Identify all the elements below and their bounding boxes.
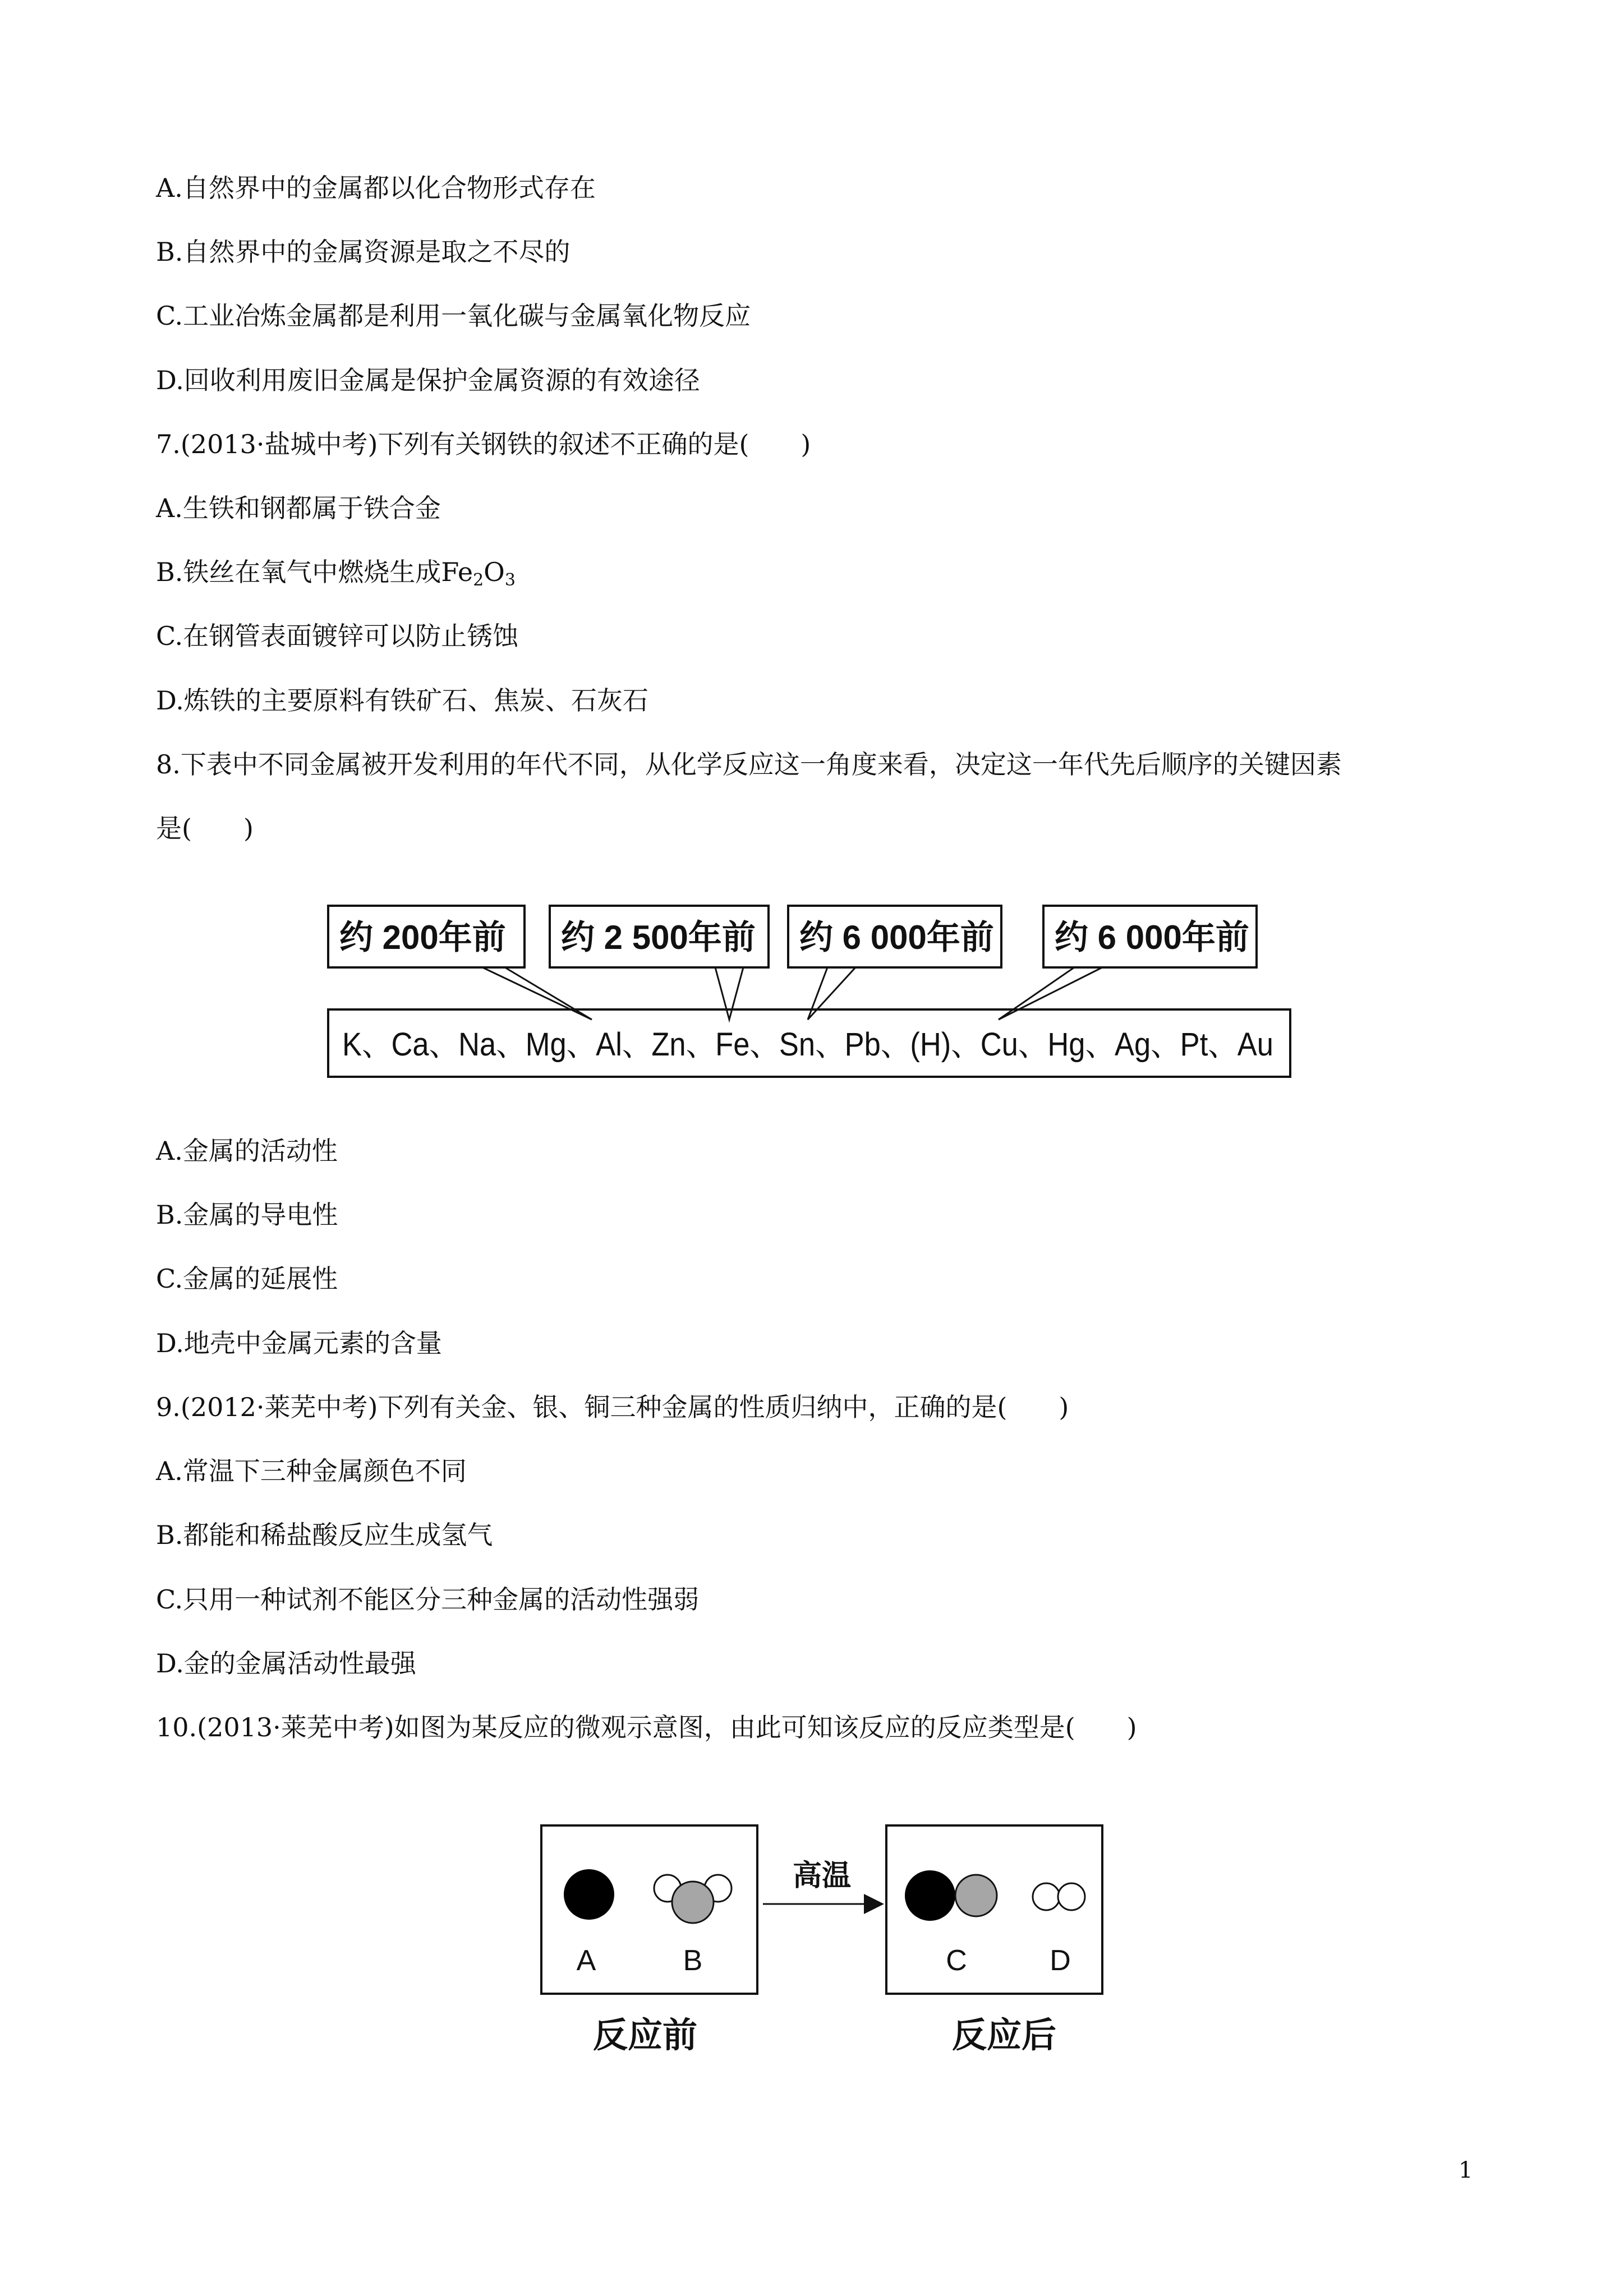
- caption-after: 反应后: [951, 2016, 1057, 2055]
- q6-option-c: C.工业冶炼金属都是利用一氧化碳与金属氧化物反应: [156, 301, 751, 331]
- q9-option-c: C.只用一种试剂不能区分三种金属的活动性强弱: [156, 1584, 700, 1615]
- q8-option-b: B.金属的导电性: [156, 1200, 338, 1230]
- q10-stem: 10.(2013·莱芜中考)如图为某反应的微观示意图，由此可知该反应的反应类型是( ): [156, 1712, 1137, 1742]
- era-label-1: 约 200年前: [339, 919, 506, 956]
- molecule-c-grey-atom: [955, 1875, 997, 1916]
- q6-option-b: B.自然界中的金属资源是取之不尽的: [156, 237, 571, 267]
- q8-option-c: C.金属的延展性: [156, 1264, 338, 1294]
- molecule-b-grey-atom: [672, 1882, 714, 1923]
- reaction-diagram: [527, 1811, 1111, 2069]
- q7-option-b: [156, 555, 516, 597]
- molecule-d-white-atom-left: [1033, 1883, 1060, 1910]
- q6-option-a: A.自然界中的金属都以化合物形式存在: [156, 173, 596, 203]
- q7-option-b-o: O: [484, 557, 505, 587]
- metal-timeline-figure: [314, 892, 1318, 1099]
- q9-option-d: D.金的金属活动性最强: [156, 1648, 416, 1679]
- q8-option-d: D.地壳中金属元素的含量: [156, 1328, 442, 1358]
- label-b: B: [683, 1944, 703, 1977]
- subscript-3: 3: [504, 570, 516, 590]
- q7-stem: 7.(2013·盐城中考)下列有关钢铁的叙述不正确的是( ): [156, 429, 811, 459]
- molecule-a-black-atom: [564, 1869, 614, 1920]
- caption-before: 反应前: [592, 2016, 698, 2055]
- reaction-condition: 高温: [792, 1860, 852, 1892]
- q7-option-a: A.生铁和钢都属于铁合金: [156, 493, 441, 523]
- q8-option-a: A.金属的活动性: [156, 1136, 338, 1166]
- molecule-c-black-atom: [905, 1870, 955, 1921]
- label-c: C: [946, 1944, 967, 1977]
- q6-option-d: D.回收利用废旧金属是保护金属资源的有效途径: [156, 365, 700, 395]
- q7-option-b-text: B.铁丝在氧气中燃烧生成Fe: [156, 557, 473, 587]
- era-label-4: 约 6 000年前: [1055, 919, 1249, 956]
- q8-stem-line2: 是( ): [156, 813, 254, 843]
- q9-option-b: B.都能和稀盐酸反应生成氢气: [156, 1520, 493, 1550]
- era-label-2: 约 2 500年前: [561, 919, 756, 956]
- page-number: 1: [1459, 2157, 1473, 2183]
- q7-option-c: C.在钢管表面镀锌可以防止锈蚀: [156, 621, 519, 651]
- subscript-2: 2: [473, 570, 484, 590]
- era-label-3: 约 6 000年前: [799, 919, 994, 956]
- label-a: A: [576, 1944, 596, 1977]
- q7-option-d: D.炼铁的主要原料有铁矿石、焦炭、石灰石: [156, 685, 648, 716]
- q9-option-a: A.常温下三种金属颜色不同: [156, 1456, 467, 1486]
- q8-stem-line1: 8.下表中不同金属被开发利用的年代不同，从化学反应这一角度来看，决定这一年代先后顺序的关键因素: [156, 749, 1342, 780]
- label-d: D: [1050, 1944, 1071, 1977]
- molecule-d-white-atom-right: [1058, 1883, 1085, 1910]
- activity-series-text: K、Ca、Na、Mg、Al、Zn、Fe、Sn、Pb、(H)、Cu、Hg、Ag、Pt、Au: [342, 1026, 1273, 1063]
- q9-stem: 9.(2012·莱芜中考)下列有关金、银、铜三种金属的性质归纳中，正确的是( ): [156, 1392, 1069, 1422]
